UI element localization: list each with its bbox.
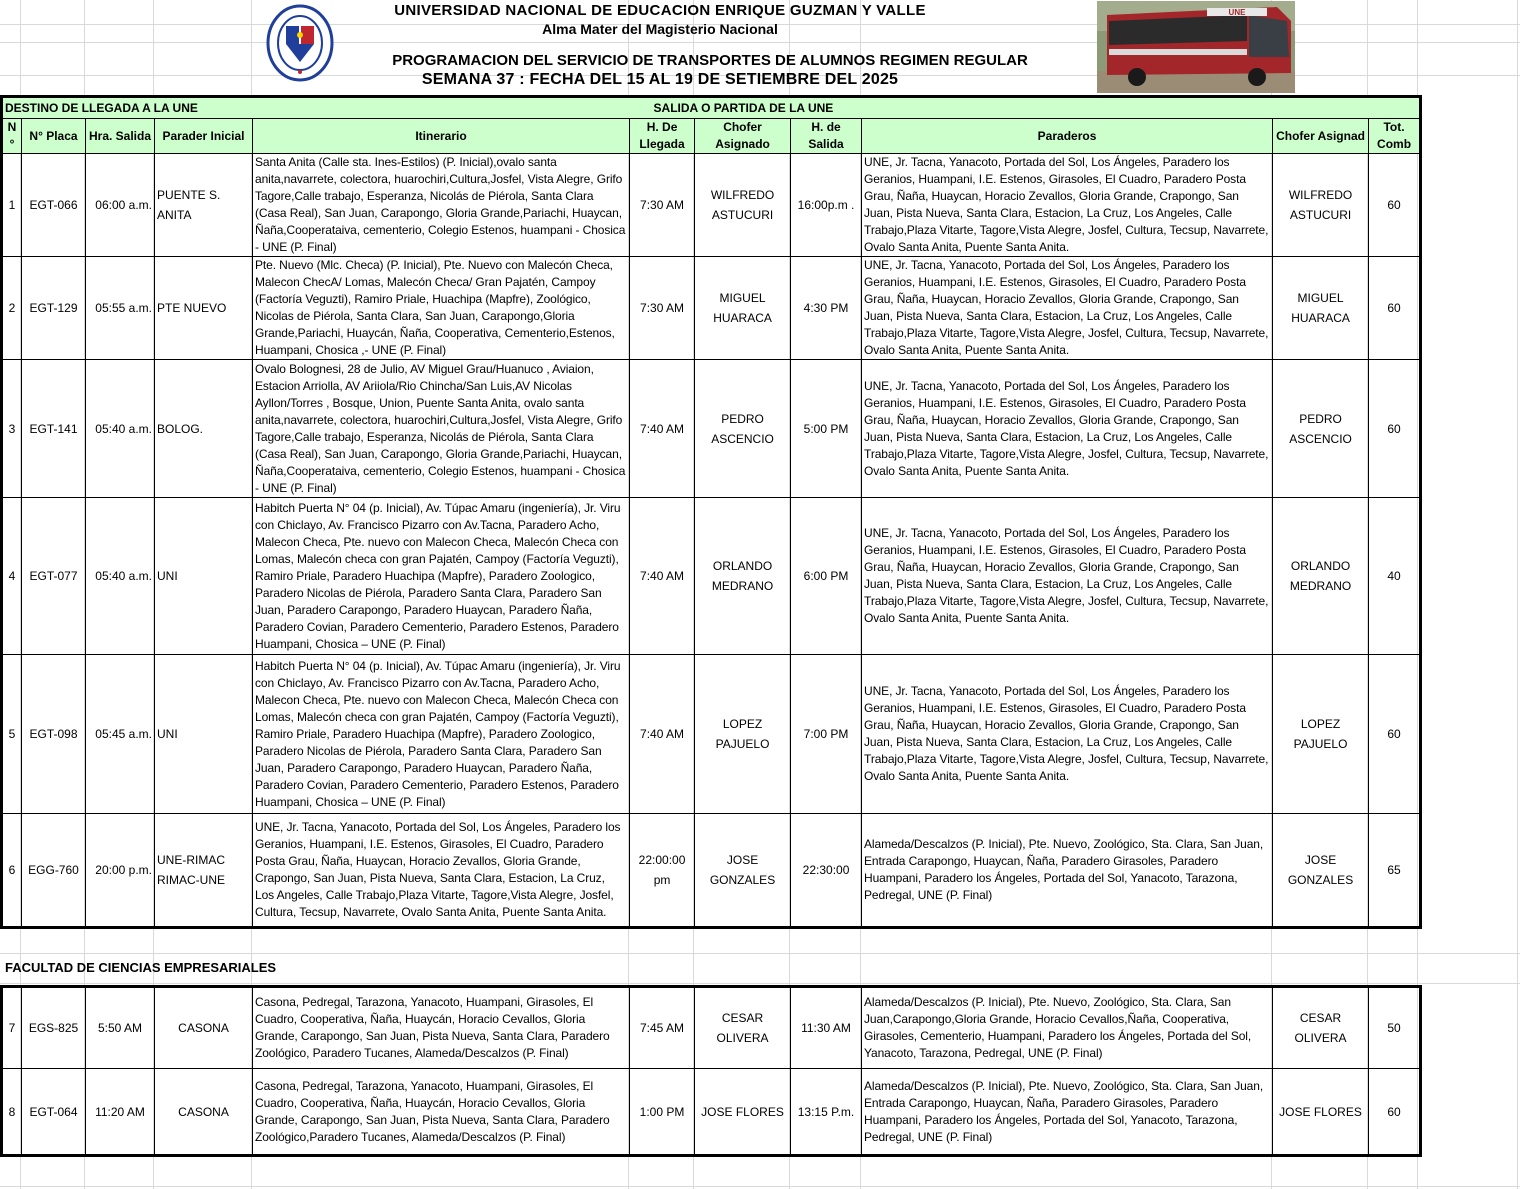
driver-name-return: LOPEZ PAJUELO [1273, 655, 1369, 814]
schedule-table [0, 95, 1422, 929]
arrival-time: 7:30 AM [630, 154, 695, 257]
arrival-time: 7:40 AM [630, 655, 695, 814]
driver-name: JOSE GONZALES [695, 814, 791, 928]
col-chofer: Chofer Asignado [695, 119, 791, 154]
return-time: 11:30 AM [791, 987, 862, 1069]
column-header-row [2, 119, 1421, 154]
departure-time: 06:00 a.m. [86, 154, 155, 257]
arrival-band: DESTINO DE LLEGADA A LA UNE [2, 97, 630, 119]
departure-time: 5:50 AM [86, 987, 155, 1069]
section-title: FACULTAD DE CIENCIAS EMPRESARIALES [5, 960, 277, 975]
initial-stop: CASONA [155, 987, 253, 1069]
university-subtitle: Alma Mater del Magisterio Nacional [542, 21, 778, 37]
itinerary: Pte. Nuevo (Mlc. Checa) (P. Inicial), Pte. Nuevo con Malecón Checa, Malecon ChecA/ Lomas, Malecón Checa/ Gran Pajatén, Campoy (Factoría Veguzti), Ramiro Priale, Huachipa (Mapfre), Zoológico, Nicolas de Piérola, Santa Clara, San Juan, Carapongo,Gloria Grande,Pariachi, Huaycán, Ñaña, Cooperativa, Cementerio,Estenos, Huampani, Chosica ,- UNE (P. Final) [253, 257, 630, 360]
table-row [2, 1069, 1421, 1156]
table-row [2, 655, 1421, 814]
col-n: N ° [2, 119, 22, 154]
return-time: 13:15 P.m. [791, 1069, 862, 1156]
driver-name-return: WILFREDO ASTUCURI [1273, 154, 1369, 257]
departure-time: 05:40 a.m. [86, 498, 155, 655]
driver-name-return: MIGUEL HUARACA [1273, 257, 1369, 360]
return-time: 22:30:00 [791, 814, 862, 928]
col-hra-salida: Hra. Salida [86, 119, 155, 154]
table-row [2, 360, 1421, 498]
program-title: PROGRAMACION DEL SERVICIO DE TRANSPORTES DE ALUMNOS REGIMEN REGULAR [392, 52, 1028, 69]
col-chofer2: Chofer Asignad [1273, 119, 1369, 154]
initial-stop: UNI [155, 498, 253, 655]
row-number: 2 [2, 257, 22, 360]
driver-name-return: ORLANDO MEDRANO [1273, 498, 1369, 655]
table-row [2, 257, 1421, 360]
table-row [2, 154, 1421, 257]
row-number: 4 [2, 498, 22, 655]
total-trips: 60 [1369, 257, 1421, 360]
arrival-time: 7:45 AM [630, 987, 695, 1069]
schedule-table-empresariales [0, 985, 1422, 1157]
return-time: 6:00 PM [791, 498, 862, 655]
stops-list: UNE, Jr. Tacna, Yanacoto, Portada del Sol, Los Ángeles, Paradero los Geranios, Huampani, I.E. Estenos, Girasoles, El Cuadro, Paradero Posta Grau, Ñaña, Huaycan, Horacio Zevallos, Gloria Grande, Crapongo, San Juan, Pista Nueva, Santa Clara, Estacion, La Cruz, Los Angeles, Calle Trabajo,Plaza Vitarte, Tagore,Vista Alegre, Josfel, Cultura, Tecsup, Navarrete, Ovalo Santa Anita, Puente Santa Anita. [862, 154, 1273, 257]
initial-stop: BOLOG. [155, 360, 253, 498]
plate-number: EGT-066 [22, 154, 86, 257]
return-time: 5:00 PM [791, 360, 862, 498]
row-number: 6 [2, 814, 22, 928]
total-trips: 60 [1369, 655, 1421, 814]
row-number: 8 [2, 1069, 22, 1156]
stops-list: UNE, Jr. Tacna, Yanacoto, Portada del Sol, Los Ángeles, Paradero los Geranios, Huampani, I.E. Estenos, Girasoles, El Cuadro, Paradero Posta Grau, Ñaña, Huaycan, Horacio Zevallos, Gloria Grande, Crapongo, San Juan, Pista Nueva, Santa Clara, Estacion, La Cruz, Los Angeles, Calle Trabajo,Plaza Vitarte, Tagore,Vista Alegre, Josfel, Cultura, Tecsup, Navarrete, Ovalo Santa Anita, Puente Santa Anita. [862, 360, 1273, 498]
driver-name-return: JOSE FLORES [1273, 1069, 1369, 1156]
band-row [2, 97, 1421, 119]
stops-list: UNE, Jr. Tacna, Yanacoto, Portada del Sol, Los Ángeles, Paradero los Geranios, Huampani, I.E. Estenos, Girasoles, El Cuadro, Paradero Posta Grau, Ñaña, Huaycan, Horacio Zevallos, Gloria Grande, Crapongo, San Juan, Pista Nueva, Santa Clara, Estacion, La Cruz, Los Angeles, Calle Trabajo,Plaza Vitarte, Tagore,Vista Alegre, Josfel, Cultura, Tecsup, Navarrete, Ovalo Santa Anita, Puente Santa Anita. [862, 257, 1273, 360]
itinerary: Ovalo Bolognesi, 28 de Julio, AV Miguel Grau/Huanuco , Aviaion, Estacion Arriolla, AV Ariiola/Rio Chincha/San Luis,AV Nicolas Ayllon/Torres , Bosque, Union, Puente Santa Anita, ovalo santa anita,navarrete, colectora, huarochiri,Cultura,Josfel, Vista Alegre, Grifo Tagore,Calle trabajo, Esperanza, Nicolás de Piérola, Santa Clara (Casa Real), San Juan, Carapongo, Gloria Grande,Pariachi, Huaycan, Ñaña,Cooperataiva, cementerio, Colegio Estenos, huampani - Chosica - UNE (P. Final) [253, 360, 630, 498]
week-title: SEMANA 37 : FECHA DEL 15 AL 19 DE SETIEMBRE DEL 2025 [421, 71, 899, 88]
departure-time: 05:45 a.m. [86, 655, 155, 814]
col-parader-inicial: Parader Inicial [155, 119, 253, 154]
plate-number: EGG-760 [22, 814, 86, 928]
row-number: 7 [2, 987, 22, 1069]
departure-time: 05:55 a.m. [86, 257, 155, 360]
initial-stop: CASONA [155, 1069, 253, 1156]
col-placa: N° Placa [22, 119, 86, 154]
arrival-time: 7:40 AM [630, 498, 695, 655]
stops-list: UNE, Jr. Tacna, Yanacoto, Portada del Sol, Los Ángeles, Paradero los Geranios, Huampani, I.E. Estenos, Girasoles, El Cuadro, Paradero Posta Grau, Ñaña, Huaycan, Horacio Zevallos, Gloria Grande, Crapongo, San Juan, Pista Nueva, Santa Clara, Estacion, La Cruz, Los Angeles, Calle Trabajo,Plaza Vitarte, Tagore,Vista Alegre, Josfel, Cultura, Tecsup, Navarrete, Ovalo Santa Anita, Puente Santa Anita. [862, 498, 1273, 655]
driver-name: MIGUEL HUARACA [695, 257, 791, 360]
driver-name: CESAR OLIVERA [695, 987, 791, 1069]
driver-name: PEDRO ASCENCIO [695, 360, 791, 498]
driver-name-return: JOSE GONZALES [1273, 814, 1369, 928]
row-number: 1 [2, 154, 22, 257]
total-trips: 40 [1369, 498, 1421, 655]
stops-list: UNE, Jr. Tacna, Yanacoto, Portada del Sol, Los Ángeles, Paradero los Geranios, Huampani, I.E. Estenos, Girasoles, El Cuadro, Paradero Posta Grau, Ñaña, Huaycan, Horacio Zevallos, Gloria Grande, Crapongo, San Juan, Pista Nueva, Santa Clara, Estacion, La Cruz, Los Angeles, Calle Trabajo,Plaza Vitarte, Tagore,Vista Alegre, Josfel, Cultura, Tecsup, Navarrete, Ovalo Santa Anita, Puente Santa Anita. [862, 655, 1273, 814]
plate-number: EGT-077 [22, 498, 86, 655]
col-paraderos: Paraderos [862, 119, 1273, 154]
table-row [2, 498, 1421, 655]
stops-list: Alameda/Descalzos (P. Inicial), Pte. Nuevo, Zoológico, Sta. Clara, San Juan,Carapongo,Gloria Grande, Horacio Cevallos,Ñaña, Cooperativa, Girasoles, Cementerio, Huampani, Paradero los Ángeles, Portada del Sol, Yanacoto, Tarazona, Pedregal, UNE (P. Final) [862, 987, 1273, 1069]
driver-name-return: PEDRO ASCENCIO [1273, 360, 1369, 498]
bus-sign: UNE [1228, 8, 1246, 17]
col-h-llegada: H. De Llegada [630, 119, 695, 154]
plate-number: EGS-825 [22, 987, 86, 1069]
driver-name: WILFREDO ASTUCURI [695, 154, 791, 257]
return-time: 16:00p.m . [791, 154, 862, 257]
bus-photo [1097, 1, 1295, 93]
itinerary: Casona, Pedregal, Tarazona, Yanacoto, Huampani, Girasoles, El Cuadro, Cooperativa, Ñaña, Huaycán, Horacio Cevallos, Gloria Grande, Carapongo, San Juan, Pista Nueva, Santa Clara, Paradero Zoológico, Paradero Tucanes, Alameda/Descalzos (P. Final) [253, 987, 630, 1069]
row-number: 3 [2, 360, 22, 498]
total-trips: 60 [1369, 154, 1421, 257]
total-trips: 50 [1369, 987, 1421, 1069]
total-trips: 65 [1369, 814, 1421, 928]
table-row [2, 814, 1421, 928]
itinerary: Habitch Puerta N° 04 (p. Inicial), Av. Túpac Amaru (ingeniería), Jr. Viru con Chiclayo, Av. Francisco Pizarro con Av.Tacna, Paradero Acho, Malecon Checa, Pte. nuevo con Malecon Checa, Malecón Checa con Lomas, Malecón checa con gran Pajatén, Campoy (Factoría Veguzti), Ramiro Priale, Paradero Huachipa (Mapfre), Paradero Zoologico, Paradero Nicolas de Piérola, Paradero Santa Clara, Paradero San Juan, Paradero Carapongo, Paradero Huaycan, Paradero Ñaña, Paradero Covian, Paradero Cementerio, Paradero Estenos, Paradero Huampani, Chosica – UNE (P. Final) [253, 655, 630, 814]
arrival-time: 7:30 AM [630, 257, 695, 360]
arrival-time: 1:00 PM [630, 1069, 695, 1156]
return-time: 7:00 PM [791, 655, 862, 814]
initial-stop: PUENTE S. ANITA [155, 154, 253, 257]
total-trips: 60 [1369, 1069, 1421, 1156]
plate-number: EGT-064 [22, 1069, 86, 1156]
arrival-time: 22:00:00 pm [630, 814, 695, 928]
return-time: 4:30 PM [791, 257, 862, 360]
initial-stop: PTE NUEVO [155, 257, 253, 360]
total-trips: 60 [1369, 360, 1421, 498]
itinerary: UNE, Jr. Tacna, Yanacoto, Portada del Sol, Los Ángeles, Paradero los Geranios, Huampani, I.E. Estenos, Girasoles, El Cuadro, Paradero Posta Grau, Ñaña, Huaycan, Horacio Zevallos, Gloria Grande, Crapongo, San Juan, Pista Nueva, Santa Clara, Estacion, La Cruz, Los Angeles, Calle Trabajo,Plaza Vitarte, Tagore,Vista Alegre, Josfel, Cultura, Tecsup, Navarrete, Ovalo Santa Anita, Puente Santa Anita. [253, 814, 630, 928]
initial-stop: UNE-RIMAC RIMAC-UNE [155, 814, 253, 928]
col-tot-comb: Tot. Comb [1369, 119, 1421, 154]
arrival-time: 7:40 AM [630, 360, 695, 498]
driver-name-return: CESAR OLIVERA [1273, 987, 1369, 1069]
plate-number: EGT-141 [22, 360, 86, 498]
departure-time: 20:00 p.m. [86, 814, 155, 928]
departure-time: 11:20 AM [86, 1069, 155, 1156]
driver-name: LOPEZ PAJUELO [695, 655, 791, 814]
university-logo [266, 4, 334, 82]
stops-list: Alameda/Descalzos (P. Inicial), Pte. Nuevo, Zoológico, Sta. Clara, San Juan, Entrada Carapongo, Huaycan, Ñaña, Paradero Girasoles, Paradero Huampani, Paradero los Ángeles, Portada del Sol, Yanacoto, Tarazona, Pedregal, UNE (P. Final) [862, 814, 1273, 928]
table-row [2, 987, 1421, 1069]
col-itinerario: Itinerario [253, 119, 630, 154]
driver-name: JOSE FLORES [695, 1069, 791, 1156]
stops-list: Alameda/Descalzos (P. Inicial), Pte. Nuevo, Zoológico, Sta. Clara, San Juan, Entrada Carapongo, Huaycan, Ñaña, Paradero Girasoles, Paradero Huampani, Paradero los Ángeles, Portada del Sol, Yanacoto, Tarazona, Pedregal, UNE (P. Final) [862, 1069, 1273, 1156]
plate-number: EGT-129 [22, 257, 86, 360]
plate-number: EGT-098 [22, 655, 86, 814]
departure-band: SALIDA O PARTIDA DE LA UNE [630, 97, 1421, 119]
driver-name: ORLANDO MEDRANO [695, 498, 791, 655]
university-name: UNIVERSIDAD NACIONAL DE EDUCACION ENRIQUE GUZMAN Y VALLE [394, 2, 926, 19]
itinerary: Habitch Puerta N° 04 (p. Inicial), Av. Túpac Amaru (ingeniería), Jr. Viru con Chiclayo, Av. Francisco Pizarro con Av.Tacna, Paradero Acho, Malecon Checa, Pte. nuevo con Malecon Checa, Malecón Checa con Lomas, Malecón checa con gran Pajatén, Campoy (Factoría Veguzti), Ramiro Priale, Paradero Huachipa (Mapfre), Paradero Zoologico, Paradero Nicolas de Piérola, Paradero Santa Clara, Paradero San Juan, Paradero Carapongo, Paradero Huaycan, Paradero Ñaña, Paradero Covian, Paradero Cementerio, Paradero Estenos, Paradero Huampani, Chosica – UNE (P. Final) [253, 498, 630, 655]
col-h-salida: H. de Salida [791, 119, 862, 154]
row-number: 5 [2, 655, 22, 814]
itinerary: Santa Anita (Calle sta. Ines-Estilos) (P. Inicial),ovalo santa anita,navarrete, colectora, huarochiri,Cultura,Josfel, Vista Alegre, Grifo Tagore,Calle trabajo, Esperanza, Nicolás de Piérola, Santa Clara (Casa Real), San Juan, Carapongo, Gloria Grande,Pariachi, Huaycan, Ñaña,Cooperataiva, cementerio, Colegio Estenos, huampani - Chosica - UNE (P. Final) [253, 154, 630, 257]
itinerary: Casona, Pedregal, Tarazona, Yanacoto, Huampani, Girasoles, El Cuadro, Cooperativa, Ñaña, Huaycán, Horacio Cevallos, Gloria Grande, Carapongo, San Juan, Pista Nueva, Santa Clara, Paradero Zoológico,Paradero Tucanes, Alameda/Descalzos (P. Final) [253, 1069, 630, 1156]
initial-stop: UNI [155, 655, 253, 814]
departure-time: 05:40 a.m. [86, 360, 155, 498]
